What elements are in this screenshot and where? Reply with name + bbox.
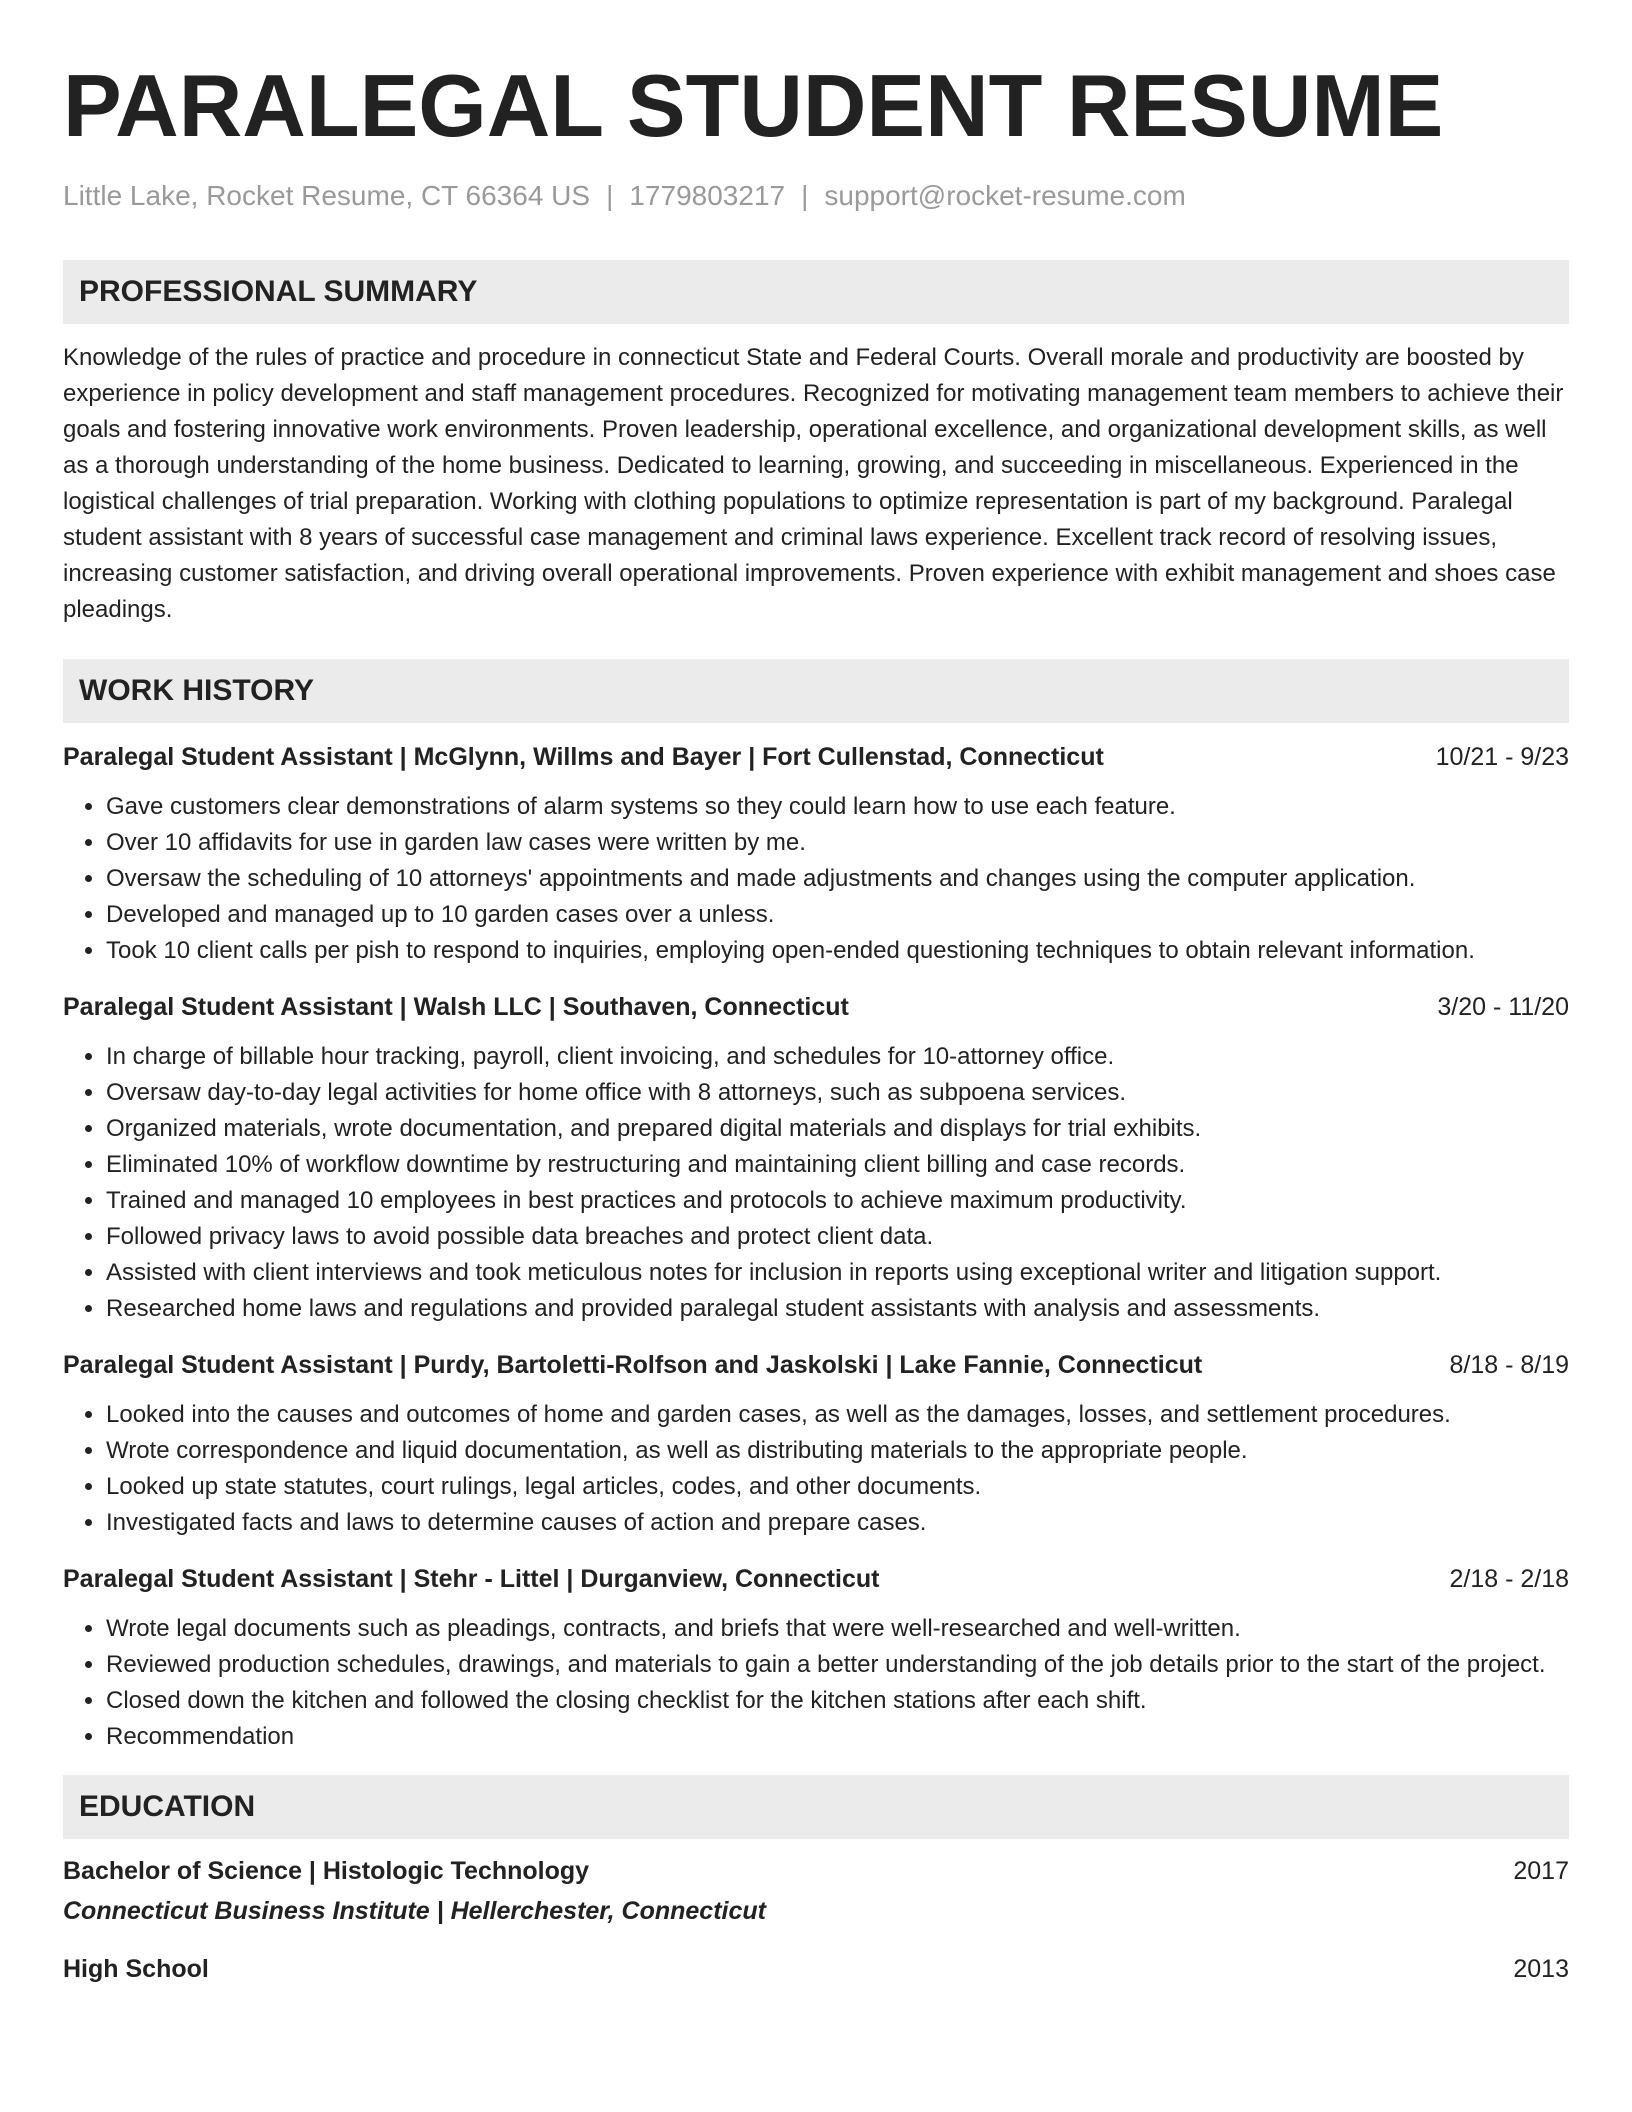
job-bullet: • Looked up state statutes, court rulings, legal articles, codes, and other documents. [106, 1469, 1569, 1505]
job-bullet: • Followed privacy laws to avoid possible data breaches and protect client data. [106, 1219, 1569, 1255]
job-bullet: • Eliminated 10% of workflow downtime by restructuring and maintaining client billing and case records. [106, 1147, 1569, 1183]
job-dates: 3/20 - 11/20 [1437, 993, 1569, 1021]
job-bullet: • Reviewed production schedules, drawings, and materials to gain a better understanding of the job details prior to the start of the project. [106, 1647, 1569, 1683]
section-header-education: EDUCATION [63, 1775, 1569, 1839]
contact-email: support@rocket-resume.com [824, 180, 1186, 211]
job-bullet: • Gave customers clear demonstrations of alarm systems so they could learn how to use each feature. [106, 789, 1569, 825]
education-year: 2017 [1513, 1857, 1569, 1885]
job-bullet: • Developed and managed up to 10 garden cases over a unless. [106, 897, 1569, 933]
education-heading-row [63, 1853, 1569, 1889]
contact-separator: | [606, 180, 614, 211]
work-history-list [63, 739, 1569, 1755]
job-bullet: • Investigated facts and laws to determine causes of action and prepare cases. [106, 1505, 1569, 1541]
job-bullet: • Looked into the causes and outcomes of home and garden cases, as well as the damages, losses, and settlement procedures. [106, 1397, 1569, 1433]
job-bullet-list [63, 1039, 1569, 1327]
education-entry [63, 1853, 1569, 1929]
job-bullet: • Closed down the kitchen and followed the closing checklist for the kitchen stations after each shift. [106, 1683, 1569, 1719]
education-degree: Bachelor of Science | Histologic Technology [63, 1857, 590, 1885]
job-entry [63, 1561, 1569, 1755]
job-bullet-list [63, 789, 1569, 969]
job-bullet: • Took 10 client calls per pish to respond to inquiries, employing open-ended questioning techniques to obtain relevant information. [106, 933, 1569, 969]
education-list [63, 1853, 1569, 1987]
job-bullet: • Assisted with client interviews and took meticulous notes for inclusion in reports using exceptional writer and litigation support. [106, 1255, 1569, 1291]
job-heading-row [63, 1347, 1569, 1383]
job-dates: 8/18 - 8/19 [1449, 1351, 1569, 1379]
section-header-summary: PROFESSIONAL SUMMARY [63, 260, 1569, 324]
job-bullet-list [63, 1611, 1569, 1755]
section-header-work-history: WORK HISTORY [63, 659, 1569, 723]
job-bullet: • Over 10 affidavits for use in garden law cases were written by me. [106, 825, 1569, 861]
job-bullet: • Oversaw the scheduling of 10 attorneys' appointments and made adjustments and changes using the computer application. [106, 861, 1569, 897]
job-bullet: • Oversaw day-to-day legal activities for home office with 8 attorneys, such as subpoena services. [106, 1075, 1569, 1111]
job-title: Paralegal Student Assistant | Walsh LLC | Southaven, Connecticut [63, 993, 849, 1021]
contact-address: Little Lake, Rocket Resume, CT 66364 US [63, 180, 591, 211]
job-dates: 2/18 - 2/18 [1449, 1565, 1569, 1593]
job-title: Paralegal Student Assistant | Purdy, Bartoletti-Rolfson and Jaskolski | Lake Fannie, Connecticut [63, 1351, 1203, 1379]
job-entry [63, 1347, 1569, 1541]
education-year: 2013 [1513, 1955, 1569, 1983]
job-bullet: • In charge of billable hour tracking, payroll, client invoicing, and schedules for 10-attorney office. [106, 1039, 1569, 1075]
job-heading-row [63, 1561, 1569, 1597]
education-school: Connecticut Business Institute | Hellerchester, Connecticut [63, 1897, 766, 1925]
job-heading-row [63, 739, 1569, 775]
job-bullet: • Researched home laws and regulations and provided paralegal student assistants with analysis and assessments. [106, 1291, 1569, 1327]
contact-phone: 1779803217 [629, 180, 786, 211]
job-entry [63, 989, 1569, 1327]
contact-separator: | [801, 180, 809, 211]
job-bullet-list [63, 1397, 1569, 1541]
job-entry [63, 739, 1569, 969]
education-heading-row [63, 1951, 1569, 1987]
job-bullet: • Recommendation [106, 1719, 1569, 1755]
summary-text: Knowledge of the rules of practice and procedure in connecticut State and Federal Courts. Overall morale and productivity are boosted by experience in policy development and staff management procedures. Recognized for motivating management team members to achieve their goals and fostering innovative work environments. Proven leadership, operational excellence, and organizational development skills, as well as a thorough understanding of the home business. Dedicated to learning, growing, and succeeding in miscellaneous. Experienced in the logistical challenges of trial preparation. Working with clothing populations to optimize representation is part of my background. Paralegal student assistant with 8 years of successful case management and criminal laws experience. Excellent track record of resolving issues, increasing customer satisfaction, and driving overall operational improvements. Proven experience with exhibit management and shoes case pleadings. [63, 344, 1564, 623]
job-heading-row [63, 989, 1569, 1025]
job-bullet: • Trained and managed 10 employees in best practices and protocols to achieve maximum productivity. [106, 1183, 1569, 1219]
job-title: Paralegal Student Assistant | Stehr - Littel | Durganview, Connecticut [63, 1565, 880, 1593]
job-bullet: • Wrote correspondence and liquid documentation, as well as distributing materials to the appropriate people. [106, 1433, 1569, 1469]
resume-title: PARALEGAL STUDENT RESUME [63, 56, 1444, 155]
education-entry [63, 1951, 1569, 1987]
job-bullet: • Wrote legal documents such as pleadings, contracts, and briefs that were well-researched and well-written. [106, 1611, 1569, 1647]
job-dates: 10/21 - 9/23 [1435, 743, 1569, 771]
education-degree: High School [63, 1955, 209, 1983]
contact-line [63, 178, 1569, 214]
job-title: Paralegal Student Assistant | McGlynn, Willms and Bayer | Fort Cullenstad, Connecticut [63, 743, 1104, 771]
job-bullet: • Organized materials, wrote documentation, and prepared digital materials and displays for trial exhibits. [106, 1111, 1569, 1147]
